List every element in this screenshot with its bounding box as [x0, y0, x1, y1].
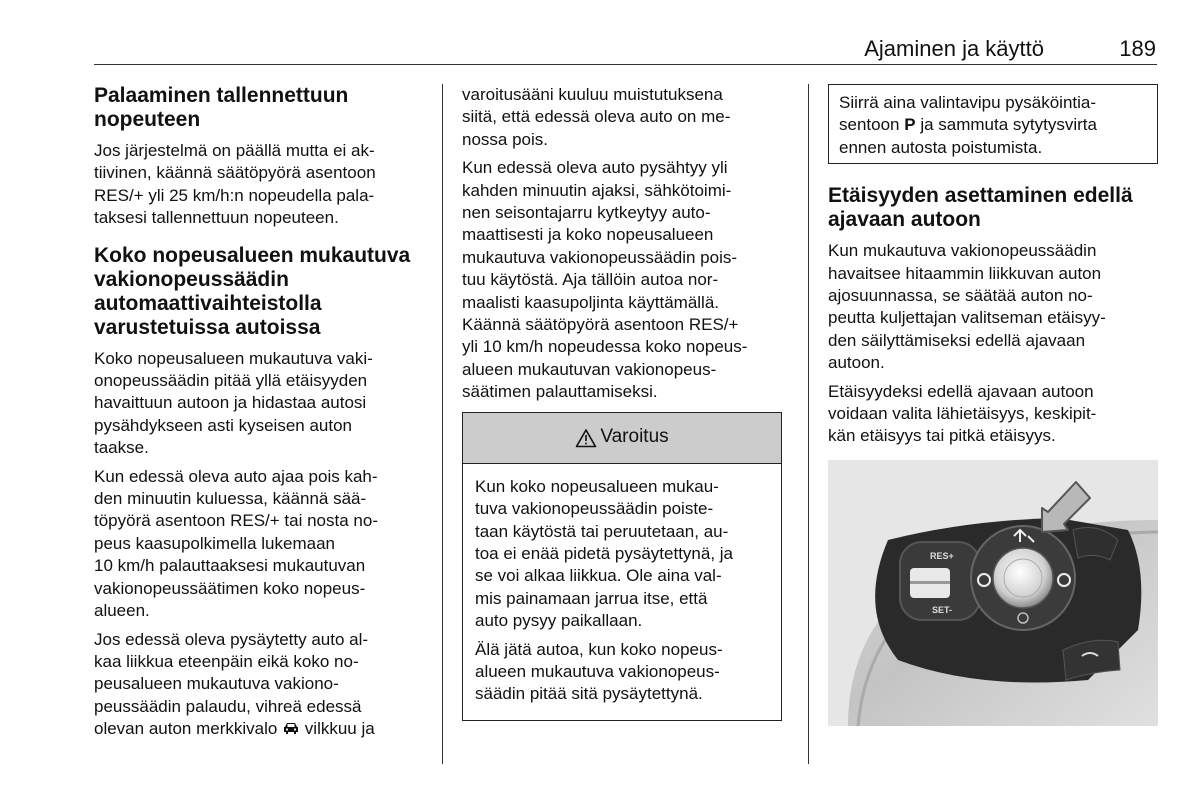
- note-box: Siirrä aina valintavipu pysäköintia- sentoon P ja sammuta sytytysvirta ennen autosta poistumista.: [828, 84, 1158, 164]
- paragraph: Koko nopeusalueen mukautuva vaki- onopeussäädin pitää yllä etäisyyden havaittuun autoon ja hidastaa autosi pysähdykseen asti kyseisen auton taakse.: [94, 348, 373, 458]
- paragraph: Kun edessä oleva auto ajaa pois kah- den minuutin kuluessa, käännä sää- töpyörä asentoon RES/+ tai nosta no- peus kaasupolkimella lukemaan 10 km/h palauttaaksesi mukautuvan vakionopeussäätimen koko nopeus- alueen.: [94, 466, 378, 621]
- warning-triangle-icon: [575, 428, 597, 448]
- header-rule: [94, 64, 1157, 65]
- page-number: 189: [1119, 36, 1156, 61]
- running-header: Ajaminen ja käyttö: [864, 36, 1044, 61]
- res-label: RES+: [930, 550, 954, 561]
- heading-palaaminen: Palaaminen tallennettuun nopeuteen: [94, 84, 349, 131]
- column-3: [828, 84, 1158, 726]
- warning-title: Varoitus: [600, 426, 669, 448]
- heading-etaisyyden: Etäisyyden asettaminen edellä ajavaan autoon: [828, 184, 1133, 232]
- steering-wheel-controls-image: [828, 460, 1158, 726]
- paragraph: varoitusääni kuuluu muistutuksena siitä, että edessä oleva auto on me- nossa pois.: [462, 85, 731, 149]
- warning-body: [463, 464, 781, 720]
- column-divider-1: [442, 84, 443, 764]
- paragraph: Jos järjestelmä on päällä mutta ei ak- tiivinen, käännä säätöpyörä asentoon RES/+ yli 25 km/h:n nopeudella pala- taksesi tallennettuun nopeuteen.: [94, 141, 376, 228]
- column-1: [94, 84, 426, 747]
- paragraph: Kun edessä oleva auto pysähtyy yli kahden minuutin ajaksi, sähkötoimi- nen seisontajarru kytkeytyy auto- maattisesti ja koko nopeusalueen mukautuva vakionopeussäädin pois- tuu käytöstä. Aja tällöin autoa nor- maalisti kaasupoljinta käyttämällä. Käännä säätöpyörä asentoon RES/+ yli 10 km/h nopeudessa koko nopeus- alueen mukautuvan vakionopeus- säätimen palauttamiseksi.: [462, 158, 748, 402]
- paragraph: Etäisyydeksi edellä ajavaan autoon voidaan valita lähietäisyys, keskipit- kän etäisyys tai pitkä etäisyys.: [828, 381, 1097, 446]
- warning-header: [463, 412, 781, 464]
- paragraph: Kun koko nopeusalueen mukau- tuva vakionopeussäädin poiste- taan käytöstä tai peruutetaan, au- toa ei enää pidetä pysäytettynä, ja se voi alkaa liikkua. Ole aina val- mis painamaan jarrua itse, että auto pysyy paikallaan.: [475, 476, 734, 631]
- paragraph: Kun mukautuva vakionopeussäädin havaitsee hitaammin liikkuvan auton ajosuunnassa, se säätää auton no- peutta kuljettajan valitseman etäisyy- den säilyttämiseksi edellä ajavaan autoon.: [828, 241, 1106, 373]
- vehicle-ahead-icon: [282, 721, 300, 735]
- warning-box: [462, 412, 782, 721]
- paragraph: Jos edessä oleva pysäytetty auto al- kaa liikkua eteenpäin eikä koko no- peusalueen mukautuva vakiono- peussäädin palaudu, vihreä edessä olevan auton merkkivalo vilkkuu ja: [94, 629, 375, 739]
- heading-koko-nopeusalueen: Koko nopeusalueen mukautuva vakionopeussäädin automaattivaihteistolla varustetuissa autoissa: [94, 243, 411, 339]
- paragraph: Älä jätä autoa, kun koko nopeus- alueen mukautuva vakionopeus- säädin pitää sitä pysäytettynä.: [475, 639, 723, 704]
- column-2: [462, 84, 782, 721]
- set-label: SET-: [932, 604, 953, 615]
- column-divider-2: [808, 84, 809, 764]
